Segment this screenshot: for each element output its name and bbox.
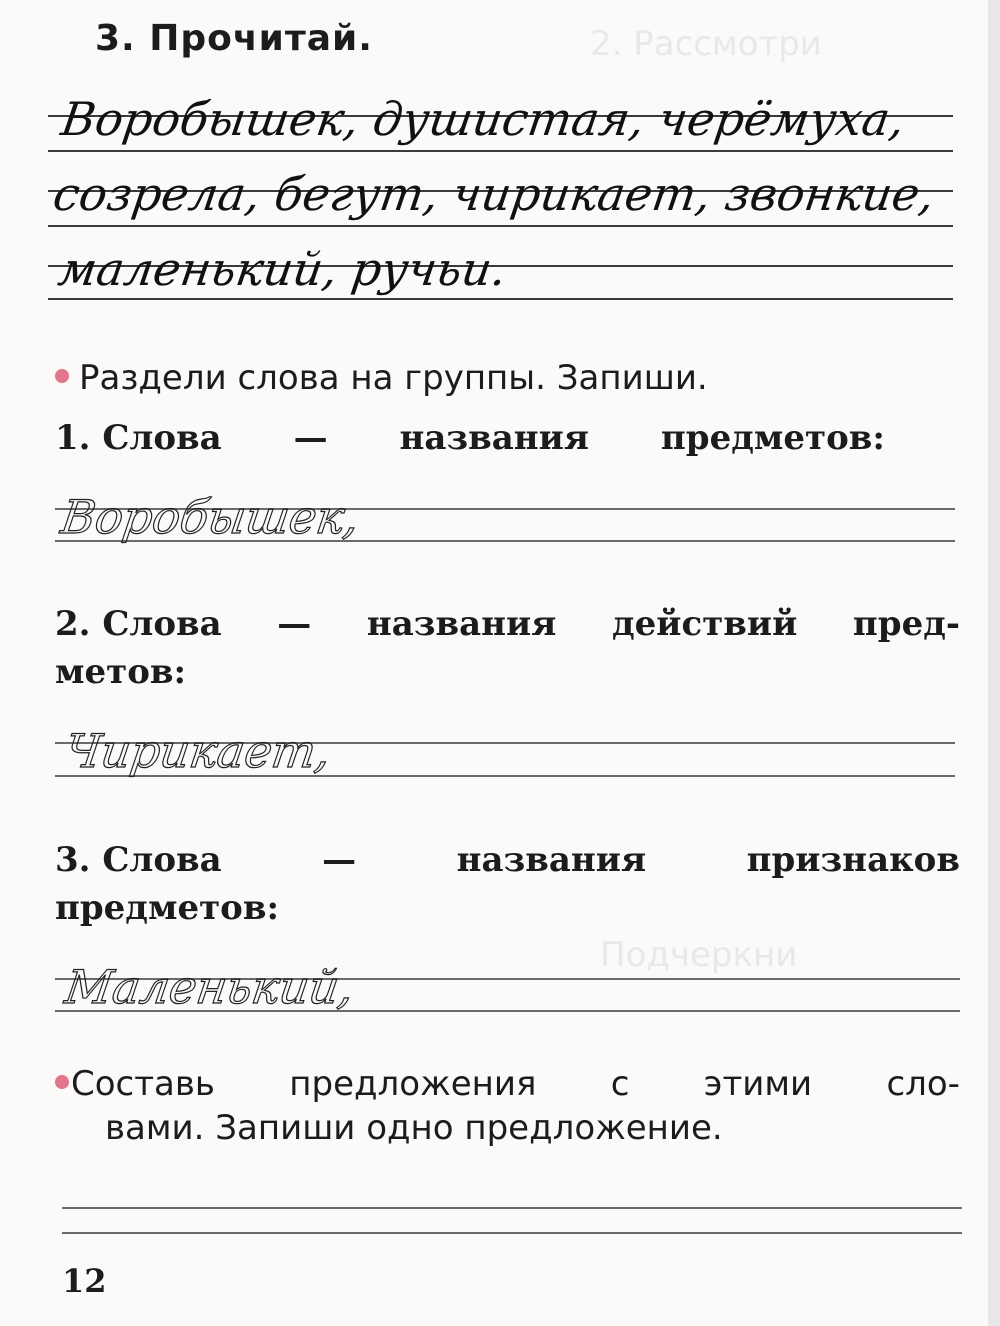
instruction-compose-continuation: вами. Запиши одно предложение.: [105, 1108, 723, 1148]
cursive-line-1: Воробышек, душистая, черёмуха,: [58, 92, 909, 146]
bullet-icon: [55, 369, 69, 383]
ruled-line: [48, 150, 953, 152]
bullet-icon: [55, 1075, 69, 1089]
cursive-line-3: маленький, ручьи.: [55, 242, 511, 296]
task-title: 3. Прочитай.: [95, 18, 373, 59]
group-2-continuation: метов:: [55, 652, 187, 692]
example-word-2: Чирикает,: [62, 724, 335, 778]
cursive-line-2: созрела, бегут, чирикает, звонкие,: [50, 167, 938, 221]
example-word-3: Маленький,: [62, 960, 358, 1014]
group-1-heading: 1. Слова — названия предметов:: [55, 418, 885, 458]
instruction-compose-sentences: Составь предложения с этими сло-: [55, 1064, 960, 1104]
ruled-line: [62, 1232, 962, 1234]
group-3-continuation: предметов:: [55, 888, 280, 928]
group-2-heading: 2. Слова — названия действий пред-: [55, 604, 960, 644]
group-3-heading: 3. Слова — названия признаков: [55, 840, 960, 880]
instruction-split-words: Раздели слова на группы. Запиши.: [55, 358, 708, 398]
page-number: 12: [62, 1262, 107, 1300]
example-word-1: Воробышек,: [58, 490, 363, 544]
ruled-line: [48, 225, 953, 227]
ruled-line: [62, 1207, 962, 1209]
ruled-line: [48, 298, 953, 300]
page-edge: [988, 0, 1000, 1326]
workbook-page: 2. Рассмотри Подчеркни 3. Прочитай. Воробышек, душистая, черёмуха, созрела, бегут, чирикает, звонкие, маленький, ручьи. Раздели слова на группы. Запиши. 1. Слова — названия предметов: Воробышек, 2. Слова — названия действий пред- метов: Чирикает, 3. Слова — названия признаков предметов: Маленький, Составь предложения с этими сло- вами. Запиши одно предложение. 12: [0, 0, 1000, 1326]
